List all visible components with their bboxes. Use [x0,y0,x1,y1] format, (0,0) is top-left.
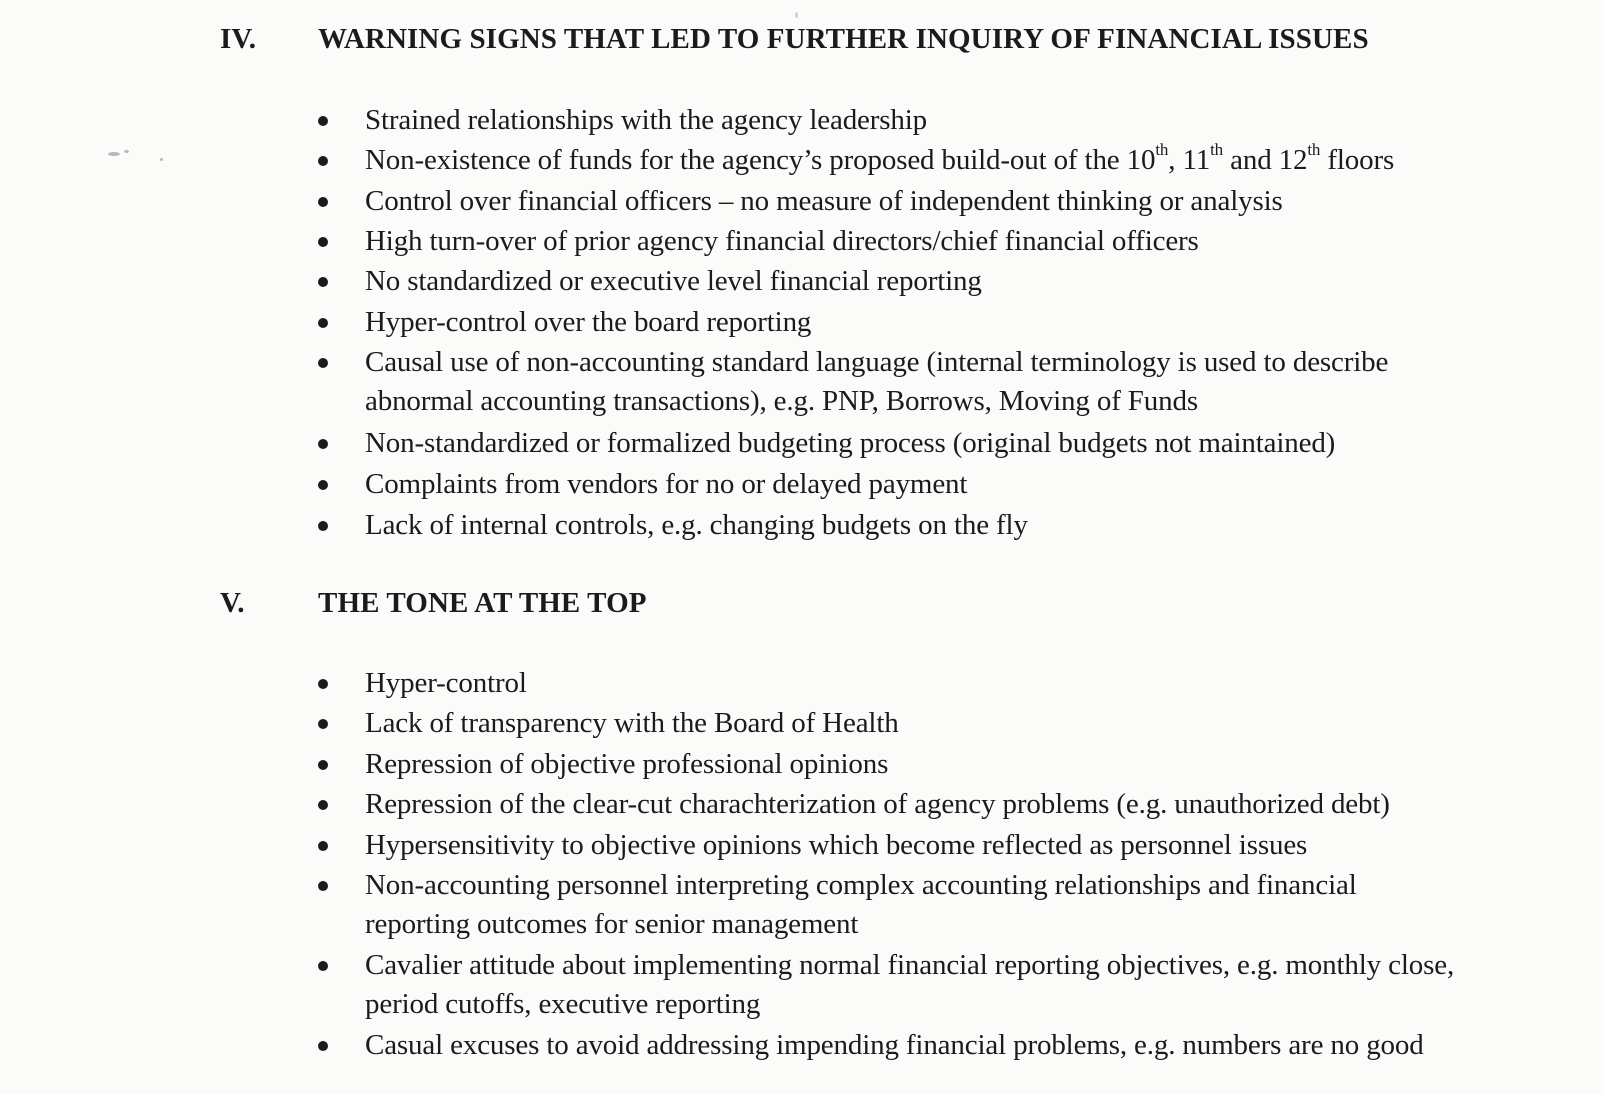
bullet-icon [318,961,328,971]
list-item-text: Repression of the clear-cut charachterization of agency problems (e.g. unauthorized debt) [365,788,1390,820]
list-item-text: Cavalier attitude about implementing normal financial reporting objectives, e.g. monthly close, [365,949,1455,981]
list-item-text: Control over financial officers – no measure of independent thinking or analysis [365,185,1283,217]
bullet-icon [318,237,328,247]
list-item-text-continued: period cutoffs, executive reporting [365,988,761,1020]
bullet-icon [318,521,328,531]
list-item-text: Hyper-control over the board reporting [365,306,812,338]
bullet-icon [318,318,328,328]
bullet-icon [318,719,328,729]
bullet-icon [318,277,328,287]
scan-speck [795,12,798,18]
list-item-text: Non-accounting personnel interpreting complex accounting relationships and financial [365,869,1357,901]
list-item-text: Non-standardized or formalized budgeting process (original budgets not maintained) [365,427,1336,459]
list-item-text: Repression of objective professional opinions [365,748,889,780]
section-title: THE TONE AT THE TOP [318,587,647,619]
scan-speck [108,152,120,156]
list-item-text: No standardized or executive level financial reporting [365,265,982,297]
bullet-icon [318,1041,328,1051]
list-item-text: Strained relationships with the agency leadership [365,104,928,136]
list-item-text-continued: abnormal accounting transactions), e.g. PNP, Borrows, Moving of Funds [365,385,1198,417]
bullet-icon [318,439,328,449]
bullet-icon [318,881,328,891]
bullet-icon [318,156,328,166]
list-item-text: Complaints from vendors for no or delayed payment [365,468,968,500]
section-number: IV. [220,23,257,55]
bullet-icon [318,197,328,207]
bullet-icon [318,841,328,851]
list-item-text: High turn-over of prior agency financial directors/chief financial officers [365,225,1199,257]
bullet-icon [318,116,328,126]
bullet-icon [318,480,328,490]
list-item-text: Lack of transparency with the Board of Health [365,707,899,739]
list-item-text: Lack of internal controls, e.g. changing budgets on the fly [365,509,1028,541]
list-item-text: Non-existence of funds for the agency’s proposed build-out of the 10th, 11th and 12th floors [365,140,1395,176]
bullet-icon [318,800,328,810]
scan-speck [124,150,129,153]
section-number: V. [220,587,245,619]
bullet-icon [318,679,328,689]
list-item-text: Casual excuses to avoid addressing impending financial problems, e.g. numbers are no good [365,1029,1424,1061]
section-title: WARNING SIGNS THAT LED TO FURTHER INQUIRY OF FINANCIAL ISSUES [318,23,1369,55]
bullet-icon [318,358,328,368]
list-item-text: Hyper-control [365,667,527,699]
list-item-text: Causal use of non-accounting standard language (internal terminology is used to describe [365,346,1389,378]
list-item-text-continued: reporting outcomes for senior management [365,908,859,940]
scan-speck [160,158,163,161]
list-item-text: Hypersensitivity to objective opinions which become reflected as personnel issues [365,829,1308,861]
bullet-icon [318,760,328,770]
